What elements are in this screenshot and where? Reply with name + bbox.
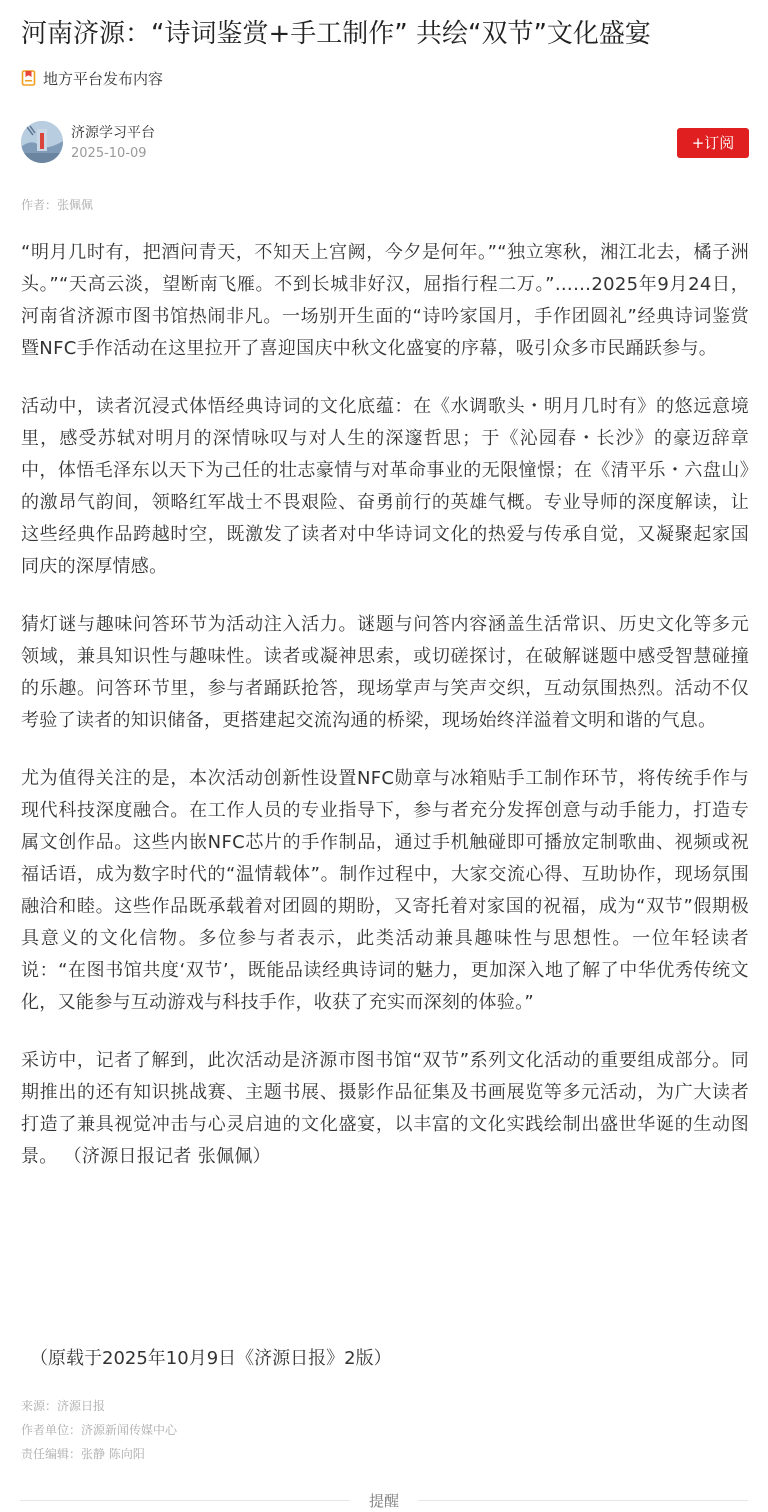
author-byline: [21, 195, 93, 215]
editor-value: 张静 陈向阳: [81, 1447, 145, 1461]
article-paragraph: “明月几时有，把酒问青天，不知天上宫阙，今夕是何年。”“独立寒秋，湘江北去，橘子洲头。”“天高云淡，望断南飞雁。不到长城非好汉，屈指行程二万。”……2025年9月24日，河南省济源市图书馆热闹非凡。一场别开生面的“诗吟家国月，手作团圆礼”经典诗词鉴赏暨NFC手作活动在这里拉开了喜迎国庆中秋文化盛宴的序幕，吸引众多市民踊跃参与。: [21, 242, 749, 359]
article-paragraph: 采访中，记者了解到，此次活动是济源市图书馆“双节”系列文化活动的重要组成部分。同期推出的还有知识挑战赛、主题书展、摄影作品征集及书画展览等多元活动，为广大读者打造了兼具视觉冲击与心灵启迪的文化盛宴，以丰富的文化实践绘制出盛世华诞的生动图景。 （济源日报记者 张佩佩）: [21, 1050, 749, 1167]
article-meta: [21, 1394, 177, 1466]
remind-label: 提醒: [368, 1492, 399, 1510]
source-value: 济源日报: [57, 1399, 106, 1413]
avatar-image-icon: [21, 121, 63, 163]
publish-date: 2025-10-09: [71, 146, 147, 161]
platform-tag-label: 地方平台发布内容: [43, 69, 164, 88]
platform-tag: [21, 66, 163, 90]
article-paragraph: 尤为值得关注的是，本次活动创新性设置NFC勋章与冰箱贴手工制作环节，将传统手作与现代科技深度融合。在工作人员的专业指导下，参与者充分发挥创意与动手能力，打造专属文创作品。这些内嵌NFC芯片的手作制品，通过手机触碰即可播放定制歌曲、视频或祝福话语，成为数字时代的“温情载体”。制作过程中，大家交流心得、互助协作，现场氛围融洽和睦。这些作品既承载着对团圆的期盼，又寄托着对家国的祝福，成为“双节”假期极具意义的文化信物。多位参与者表示，此类活动兼具趣味性与思想性。一位年轻读者说：“在图书馆共度‘双节’，既能品读经典诗词的魅力，更加深入地了解了中华优秀传统文化，又能参与互动游戏与科技手作，收获了充实而深刻的体验。”: [21, 768, 749, 1013]
author-name: 张佩佩: [57, 198, 94, 212]
editor-row: [21, 1442, 177, 1466]
article-title: 河南济源：“诗词鉴赏+手工制作” 共绘“双节”文化盛宴: [21, 19, 651, 49]
unit-label: 作者单位：: [21, 1423, 82, 1437]
article-body: [21, 237, 749, 1199]
publisher-row: [21, 121, 749, 165]
remind-divider: [0, 1488, 768, 1512]
article-paragraph: 活动中，读者沉浸式体悟经典诗词的文化底蕴：在《水调歌头・明月几时有》的悠远意境里，感受苏轼对明月的深情咏叹与对人生的深邃哲思；于《沁园春・长沙》的豪迈辞章中，体悟毛泽东以天下为己任的壮志豪情与对革命事业的无限憧憬；在《清平乐・六盘山》的激昂气韵间，领略红军战士不畏艰险、奋勇前行的英雄气概。专业导师的深度解读，让这些经典作品跨越时空，既激发了读者对中华诗词文化的热爱与传承自觉，又凝聚起家国同庆的深厚情感。: [21, 396, 749, 577]
editor-label: 责任编辑：: [21, 1447, 82, 1461]
reprint-note: （原载于2025年10月9日《济源日报》2版）: [30, 1348, 392, 1369]
article-paragraph: 猜灯谜与趣味问答环节为活动注入活力。谜题与问答内容涵盖生活常识、历史文化等多元领域，兼具知识性与趣味性。读者或凝神思索，或切磋探讨，在破解谜题中感受智慧碰撞的乐趣。问答环节里，参与者踊跃抢答，现场掌声与笑声交织，互动氛围热烈。活动不仅考验了读者的知识储备，更搭建起交流沟通的桥梁，现场始终洋溢着文明和谐的气息。: [21, 614, 749, 731]
source-row: [21, 1394, 177, 1418]
unit-value: 济源新闻传媒中心: [81, 1423, 178, 1437]
subscribe-button[interactable]: +订阅: [677, 128, 749, 158]
badge-icon: [21, 70, 36, 86]
author-label: 作者：: [21, 198, 58, 212]
source-label: 来源：: [21, 1399, 58, 1413]
unit-row: [21, 1418, 177, 1442]
publisher-name[interactable]: 济源学习平台: [71, 125, 155, 141]
publisher-avatar[interactable]: [21, 121, 63, 163]
